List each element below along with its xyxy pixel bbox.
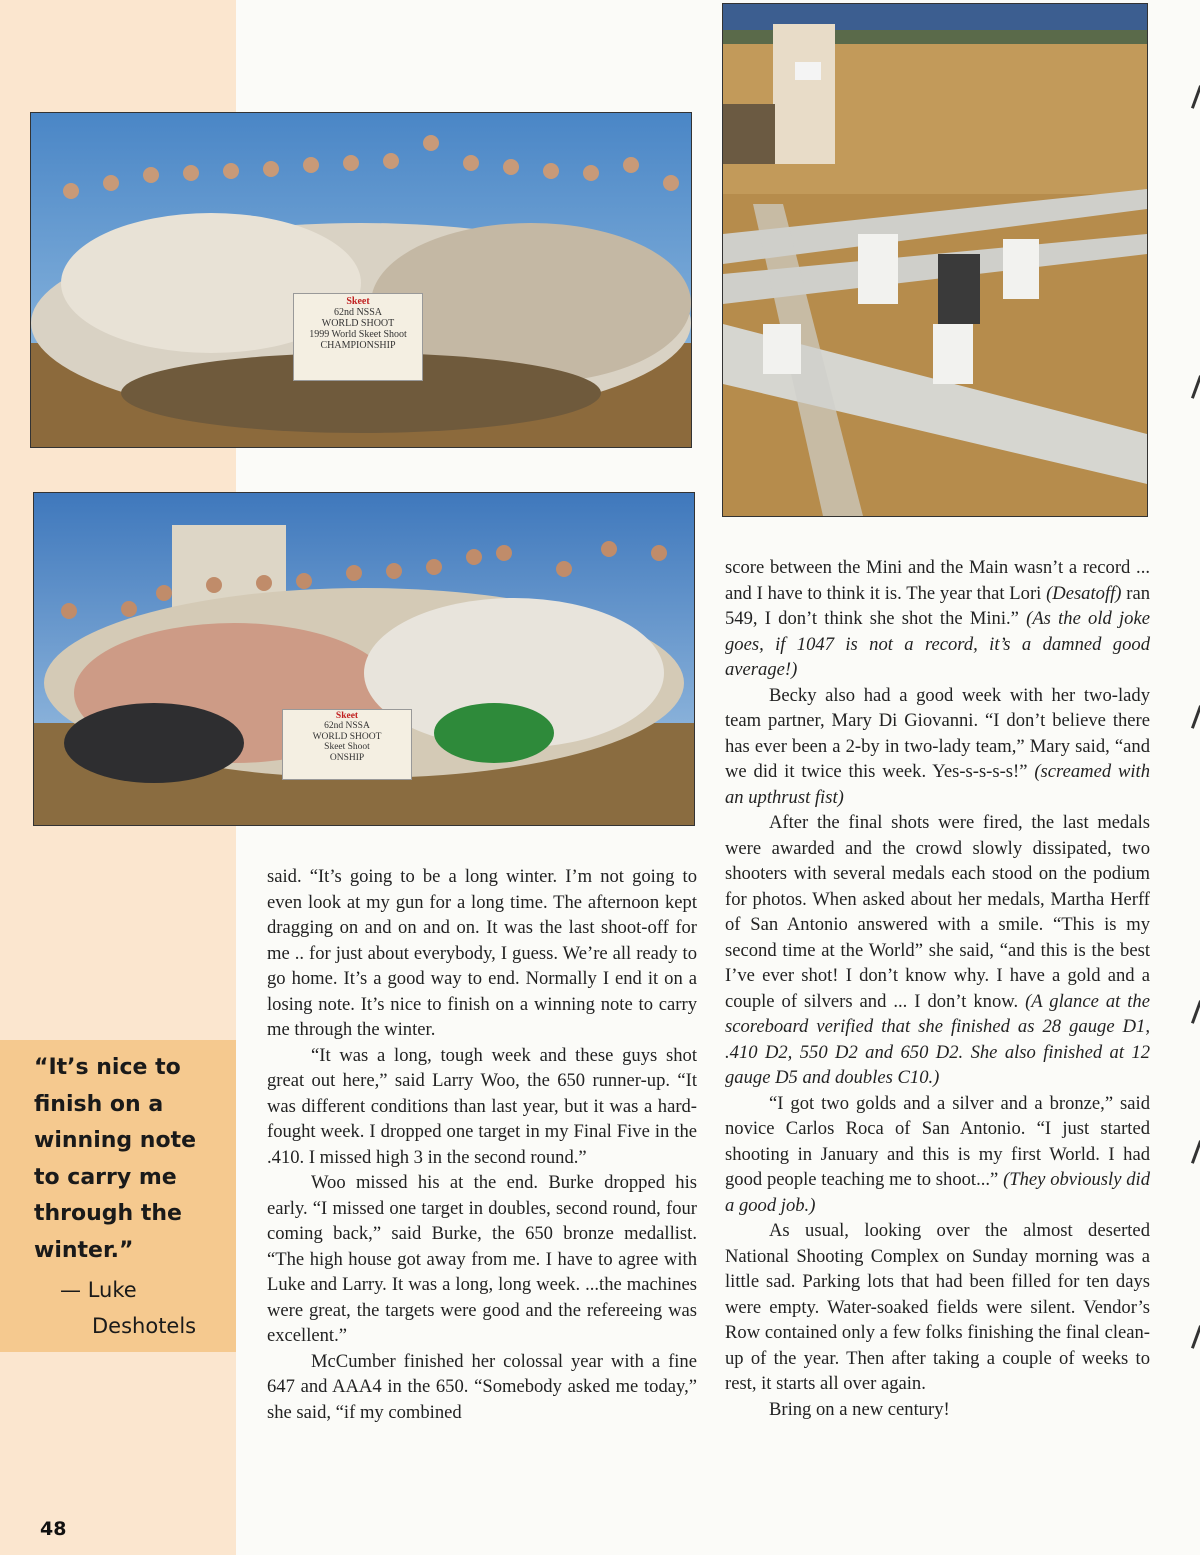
- group-photo-2: [33, 492, 695, 826]
- binding-mark: [1191, 85, 1200, 109]
- paragraph-text: Becky also had a good week with her two-lady team partner, Mary Di Giovanni. “I don’t believe there has ever been a 2-by in two-lady team,” Mary said, “and we did it twice this week. Yes-s-s-s-s!”: [725, 684, 1150, 782]
- article-paragraph: [725, 810, 1150, 1091]
- binding-mark: [1191, 705, 1200, 729]
- attribution-dash: —: [60, 1278, 81, 1302]
- article-paragraph: [725, 555, 1150, 683]
- article-paragraph: As usual, looking over the almost deserted National Shooting Complex on Sunday morning was a little sad. Parking lots that had been filled for ten days were empty. Water-soaked fields were silent. Vendor’s Row contained only a few folks finishing the final clean-up of the year. Then after taking a couple of weeks to rest, it starts all over again.: [725, 1220, 1150, 1394]
- binding-mark: [1191, 1000, 1200, 1024]
- editorial-aside: (screamed with an upthrust fist): [725, 761, 1151, 808]
- sign-line: WORLD SHOOT: [321, 318, 395, 329]
- sign-line: Skeet Shoot: [324, 742, 370, 753]
- editorial-aside: (A glance at the scoreboard verified that she finished as 28 gauge D1, .410 D2, 550 D2 and 650 D2. She also finished at 12 gauge D5 and doubles C10.): [725, 990, 1150, 1088]
- article-paragraph: Woo missed his at the end. Burke dropped his early. “I missed one target in doubles, second round, four coming back,” said Burke, the 650 bronze medallist. “The high house got away from me. I have to agree with Luke and Larry. It was a long, long week. ...the machines were great, the targets were good and the refereeing was excellent.”: [267, 1172, 697, 1346]
- binding-mark: [1191, 1140, 1200, 1164]
- binding-mark: [1191, 1325, 1200, 1349]
- field-photo: [722, 3, 1148, 517]
- paragraph-text: “I got two golds and a silver and a bronze,” said novice Carlos Roca of San Antonio. “I just started shooting in January and this is my first World. I had good people teaching me to shoot...”: [725, 1092, 1150, 1190]
- group-photo-1: [30, 112, 692, 448]
- pull-quote-text: “It’s nice to finish on a winning note to carry me through the winter.”: [34, 1055, 197, 1263]
- sign-line: CHAMPIONSHIP: [320, 340, 396, 351]
- editorial-aside: (As the old joke goes, if 1047 is not a record, it’s a damned good average!): [725, 608, 1150, 680]
- pull-quote-attribution: [60, 1272, 196, 1344]
- article-closing-line: Bring on a new century!: [769, 1398, 950, 1420]
- page-number: 48: [40, 1518, 67, 1540]
- sign-line: WORLD SHOOT: [312, 731, 382, 742]
- paragraph-text: After the final shots were fired, the last medals were awarded and the crowd slowly dissipated, two shooters with several medals each stood on the podium for photos. When asked about her medals, Martha Herff of San Antonio answered with a smile. “This is my second time at the World” she said, “and this is the best I’ve ever shot! I don’t know why. I have a gold and a couple of silvers and ... I don’t know.: [725, 812, 1150, 1012]
- sign-line: Skeet: [346, 296, 370, 307]
- paragraph-text: ran 549, I don’t think she shot the Mini.”: [725, 582, 1150, 629]
- paragraph-name-italic: (Desatoff): [1046, 582, 1122, 604]
- article-paragraph: said. “It’s going to be a long winter. I’m not going to even look at my gun for a long time. The afternoon kept dragging on and on and on. It was the last shoot-off for me .. for just about everybody, I guess. We’re all ready to go home. It’s a good way to end. Normally I end it on a losing note. It’s nice to finish on a winning note to carry me through the winter.: [267, 866, 697, 1040]
- binding-mark: [1191, 375, 1200, 399]
- sign-line: Skeet: [335, 711, 359, 721]
- article-column-right: [725, 555, 1150, 1422]
- editorial-aside: (They obviously did a good job.): [725, 1169, 1150, 1216]
- group-photo-1-image: [31, 113, 691, 447]
- sign-line: ONSHIP: [329, 752, 365, 763]
- group-photo-1-sign: [293, 293, 423, 381]
- sign-line: 1999 World Skeet Shoot: [309, 329, 407, 340]
- sign-line: 62nd NSSA: [333, 307, 383, 318]
- sign-line: 62nd NSSA: [324, 721, 370, 732]
- attribution-last-name: Deshotels: [92, 1314, 197, 1338]
- article-paragraph: “It was a long, tough week and these guys shot great out here,” said Larry Woo, the 650 runner-up. “It was different conditions than last year, but it was a hard-fought week. I dropped one target in my Final Five in the .410. I missed high 3 in the second round.”: [267, 1044, 697, 1168]
- article-paragraph: McCumber finished her colossal year with a fine 647 and AAA4 in the 650. “Somebody asked me today,” she said, “if my combined: [267, 1350, 697, 1423]
- article-paragraph: [725, 1091, 1150, 1219]
- paragraph-text: score between the Mini and the Main wasn’t a record ... and I have to think it is. The year that Lori: [725, 557, 1150, 604]
- attribution-first-name: Luke: [87, 1278, 137, 1302]
- article-paragraph: [725, 683, 1150, 811]
- article-column-left: [267, 864, 697, 1425]
- field-photo-image: [723, 4, 1147, 516]
- group-photo-2-sign: [282, 709, 412, 780]
